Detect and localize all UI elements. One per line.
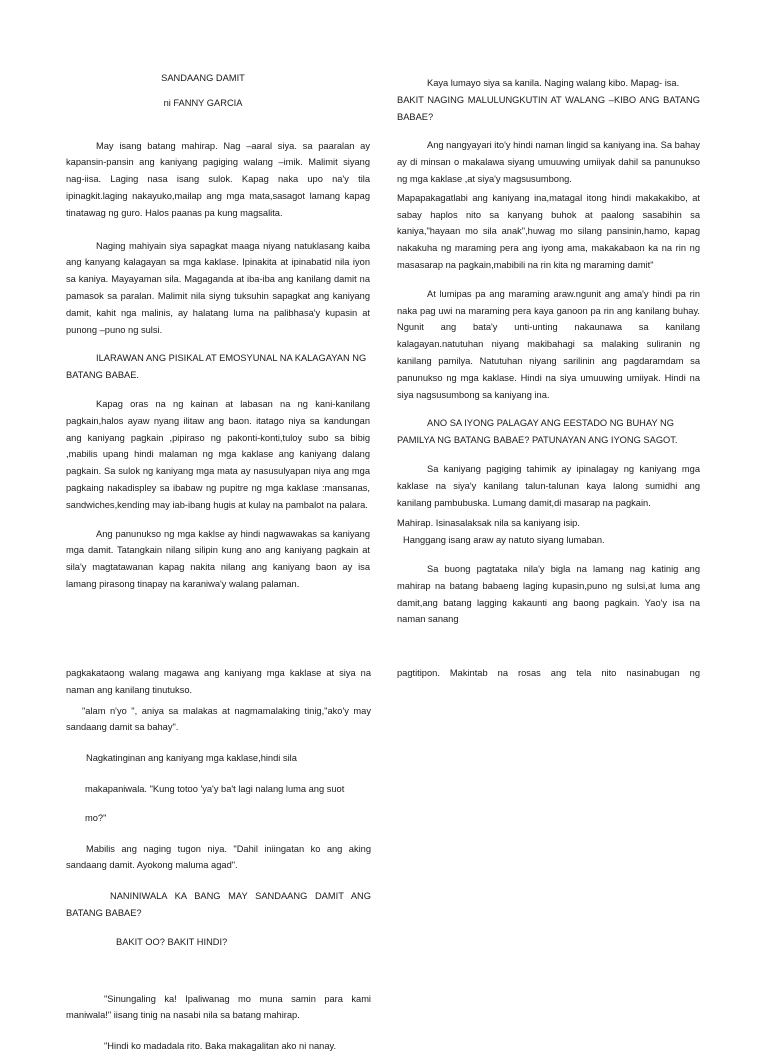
paragraph: Mapapakagatlabi ang kaniyang ina,matagal itong hindi makakakibo, at sabay haplos nito sa kanyang buhok at paalong sasabihin sa kaniya,"hayaan mo sila anak",huwag mo silang pansinin,hamo, kapag nakakuha ng maraming pera ang iyong ama, makakabaon ka na rin ng masasarap na pagkain,mabibili na rin kita ng maraming damit" (397, 192, 700, 270)
paragraph: "Hindi ko madadala rito. Baka makagalitan ako ni nanay. (104, 1041, 337, 1052)
question-heading: ANO SA IYONG PALAGAY ANG EESTADO NG BUHAY NG PAMILYA NG BATANG BABAE? PATUNAYAN ANG IYONG SAGOT. (397, 418, 678, 446)
top-left-column (66, 70, 370, 593)
paragraph: makapaniwala. "Kung totoo 'ya'y ba't lagi nalang luma ang suot (85, 783, 345, 794)
question-heading: BAKIT NAGING MALULUNGKUTIN AT WALANG –KIBO ANG BATANG BABAE? (397, 94, 700, 122)
paragraph: Mahirap. Isinasalaksak nila sa kaniyang isip. (397, 518, 580, 529)
paragraph: pagtitipon. Makintab na rosas ang tela nito nasinabugan ng (397, 668, 700, 678)
bottom-right-column (397, 665, 700, 682)
paragraph: Sa buong pagtataka nila'y bigla na lamang nag katinig ang mahirap na batang babaeng laging kupasin,puno ng sulsi,at luma ang damit,ang batang lagging kakaunti ang baong pagkain. Yao'y isa na naman sanang (397, 563, 700, 625)
paragraph: May isang batang mahirap. Nag –aaral siya. sa paaralan ay kapansin-pansin ang kaniyang pagiging walang –imik. Malimit siyang nag-iisa. Laging nasa isang sulok. Kapag naka upo na'y tila ipinagkit.laging nakayuko,mailap ang mga mata,sasagot lamang kapag tinatawag ng guro. Halos paanas pa kung magsalita. (66, 140, 370, 218)
paragraph: "Sinungaling ka! Ipaliwanag mo muna samin para kami maniwala!" iisang tinig na nasabi nila sa batang mahirap. (66, 993, 371, 1021)
paragraph: Hanggang isang araw ay natuto siyang lumaban. (403, 535, 605, 546)
question-heading: NANINIWALA KA BANG MAY SANDAANG DAMIT ANG BATANG BABAE? (66, 891, 371, 918)
paragraph: "alam n'yo ", aniya sa malakas at nagmamalaking tinig,"ako'y may sandaang damit sa bahay". (66, 705, 371, 733)
paragraph: mo?" (85, 812, 107, 823)
question-heading: BAKIT OO? BAKIT HINDI? (116, 936, 228, 947)
question-heading: ILARAWAN ANG PISIKAL AT EMOSYUNAL NA KALAGAYAN NG BATANG BABAE. (66, 353, 367, 381)
story-title: SANDAANG DAMIT (161, 73, 245, 83)
top-right-column (397, 75, 700, 628)
paragraph: Sa kaniyang pagiging tahimik ay ipinalagay ng kaniyang mga kaklase na siya'y kanilang talun-talunan kaya lalong sumidhi ang kanilang pambubuska. Lumang damit,di masarap na pagkain. (397, 463, 700, 508)
story-author: ni FANNY GARCIA (163, 97, 243, 108)
paragraph: Naging mahiyain siya sapagkat maaga niyang natuklasang kaiba ang kanyang kalagayan sa mga kaklase. Ipinakita at ipinabatid nila iyon sa kaniya. Mayayaman sila. Magaganda at iba-iba ang kanilang damit na pamasok sa paralan. Malimit nila siyng tuksuhin sapagkat ang kaniyang damit, kahit nga malinis, ay halatang luma na palibhasa'y kupasin at punong –puno ng sulsi. (66, 240, 370, 335)
paragraph: Mabilis ang naging tugon niya. "Dahil iniingatan ko ang aking sandaang damit. Ayokong maluma agad". (66, 843, 371, 871)
paragraph: pagkakataong walang magawa ang kaniyang mga kaklase at siya na naman ang kanilang tinutukso. (66, 668, 371, 695)
bottom-left-column (66, 665, 371, 1055)
paragraph: Ang panunukso ng mga kaklse ay hindi nagwawakas sa kaniyang mga damit. Tatangkain nilang silipin kung ano ang kaniyang pagkain at sila'y magtatawanan kapag nakita nilang ang kaniyang baon ay isa lamang pirasong tinapay na karaniwa'y walang palaman. (66, 528, 370, 589)
paragraph: Kaya lumayo siya sa kanila. Naging walang kibo. Mapag- isa. (427, 78, 680, 88)
paragraph: Kapag oras na ng kainan at labasan na ng kani-kanilang pagkain,halos ayaw nyang ilitaw ang baon. itatago niya sa kandungan ang kaniyang pagkain ,pipiraso ng pakonti-konti,tuloy subo sa bibig ,mabilis upang hindi malaman ng mga kaklase ang kaniyang dalang pagkain. Sa sulok ng kaniyang mga mata ay nasusulyapan niya ang mga pagkaing nakadispley sa ibabaw ng pupitre ng mga kaklase :mansanas, sandwiches,kending may iab-ibang hugis at kulay na pambalot na palara. (66, 398, 370, 510)
paragraph: Ang nangyayari ito'y hindi naman lingid sa kaniyang ina. Sa bahay ay di minsan o makalawa siyang umuuwing umiiyak dahil sa panunukso ng mga kaklase ,at siya'y magsusumbong. (397, 140, 700, 184)
paragraph: At lumipas pa ang maraming araw.ngunit ang ama'y hindi pa rin naka pag uwi na maraming pera kaya ganoon pa rin ang kanilang buhay. Ngunit ang bata'y unti-unting nakaunawa sa kanilang kalagayan.natutuhan niyang makibahagi sa malaking suliranin ng kanilang pamilya. Natutuhan niyang sarilinin ang pagdaramdam sa panunukso ng mga kaklase. Hindi na siya umuuwing umiiyak. Hindi na siya nagsusumbong sa kaniyang ina. (397, 288, 700, 400)
paragraph: Nagkatinginan ang kaniyang mga kaklase,hindi sila (86, 753, 297, 764)
